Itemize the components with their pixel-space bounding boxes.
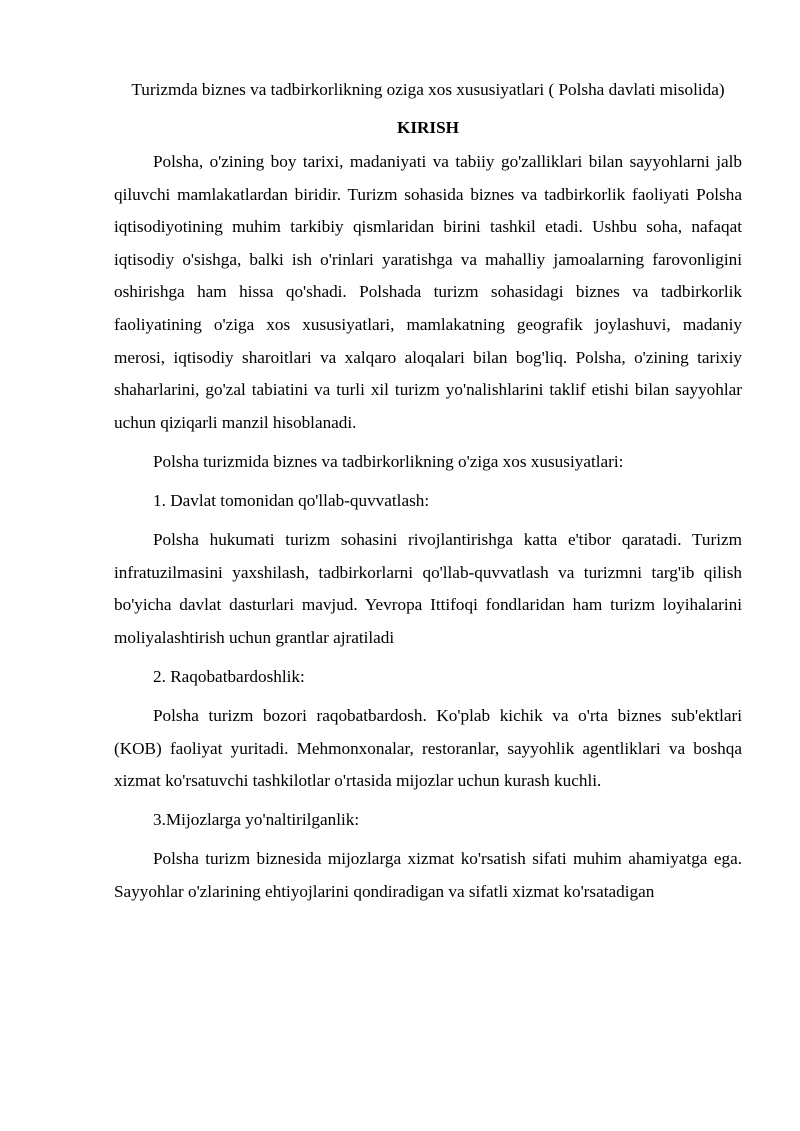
list-item-heading: 1. Davlat tomonidan qo'llab-quvvatlash: bbox=[153, 490, 430, 510]
paragraph: Polsha hukumati turizm sohasini rivojlantirishga katta e'tibor qaratadi. Turizm infratuzilmasini yaxshilash, tadbirkorlarni qo'llab-quvvatlash va turizmni targ'ib qilish bo'yicha davlat dasturlari mavjud. Yevropa Ittifoqi fondlaridan ham turizm loyihalarini moliyalashtirish uchun grantlar ajratiladi bbox=[114, 530, 742, 647]
document-title: Turizmda biznes va tadbirkorlikning oziga xos xususiyatlari ( Polsha davlati misolida) bbox=[131, 80, 725, 99]
paragraph-intro: Polsha, o'zining boy tarixi, madaniyati va tabiiy go'zalliklari bilan sayyohlarni jalb qiluvchi mamlakatlardan biridir. Turizm sohasida biznes va tadbirkorlik faoliyati Polsha iqtisodiyotining muhim tarkibiy qismlaridan birini tashkil etadi. Ushbu soha, nafaqat iqtisodiy o'sishga, balki ish o'rinlari yaratishga va mahalliy jamoalarning farovonligini oshirishga ham hissa qo'shadi. Polshada turizm sohasidagi biznes va tadbirkorlik faoliyatining o'ziga xos xususiyatlari, mamlakatning geografik joylashuvi, madaniy merosi, iqtisodiy sharoitlari va xalqaro aloqalari bilan bog'liq. Polsha, o'zining tarixiy shaharlarini, go'zal tabiatini va turli xil turizm yo'nalishlarini taklif etishi bilan sayyohlar uchun qiziqarli manzil hisoblanadi. bbox=[114, 152, 742, 432]
paragraph: Polsha turizm biznesida mijozlarga xizmat ko'rsatish sifati muhim ahamiyatga ega. Sayyohlar o'zlarining ehtiyojlarini qondiradigan va sifatli xizmat ko'rsatadigan bbox=[114, 849, 742, 901]
section-heading: KIRISH bbox=[396, 118, 460, 137]
paragraph-features-intro: Polsha turizmida biznes va tadbirkorlikning o'ziga xos xususiyatlari: bbox=[153, 451, 624, 471]
paragraph: Polsha turizm bozori raqobatbardosh. Ko'plab kichik va o'rta biznes sub'ektlari (KOB) faoliyat yuritadi. Mehmonxonalar, restoranlar, sayyohlik agentliklari va boshqa xizmat ko'rsatuvchi tashkilotlar o'rtasida mijozlar uchun kurash kuchli. bbox=[114, 706, 742, 791]
list-item-heading: 3.Mijozlarga yo'naltirilganlik: bbox=[153, 810, 360, 830]
list-item-heading: 2. Raqobatbardoshlik: bbox=[153, 666, 305, 686]
